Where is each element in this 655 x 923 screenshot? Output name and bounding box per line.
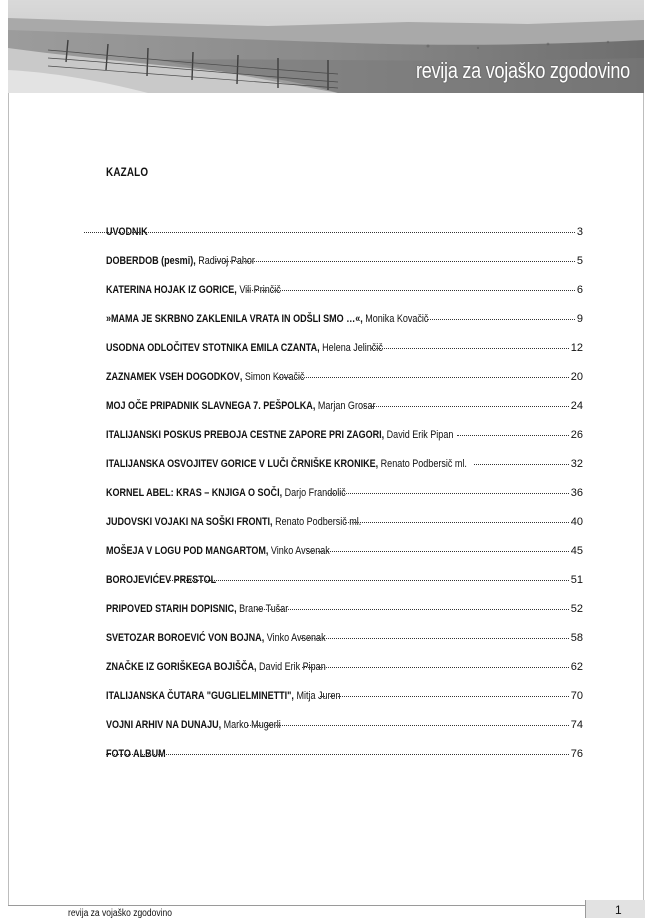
toc-entry-title: MOŠEJA V LOGU POD MANGARTOM xyxy=(106,545,266,557)
toc-entry-separator: , xyxy=(218,719,224,731)
table-of-contents xyxy=(106,226,583,777)
toc-entry-text xyxy=(106,342,383,354)
toc-entry-leader xyxy=(168,580,569,581)
toc-entry-leader xyxy=(247,290,575,291)
toc-entry-separator: , xyxy=(312,400,318,412)
toc-entry xyxy=(106,226,583,255)
toc-entry-author: Radivoj Pahor xyxy=(198,255,255,267)
toc-entry-author: David Erik Pipan xyxy=(386,429,454,441)
toc-entry-title: ZAZNAMEK VSEH DOGODKOV xyxy=(106,371,240,383)
toc-entry-page: 3 xyxy=(576,226,583,238)
toc-entry-separator: , xyxy=(193,255,199,267)
toc-entry-leader xyxy=(371,348,568,349)
toc-entry-separator: , xyxy=(291,690,297,702)
toc-entry-author: Brane Tušar xyxy=(239,603,289,615)
toc-entry-author: Simon Kovačič xyxy=(244,371,305,383)
toc-entry xyxy=(106,516,583,545)
toc-entry-title: BOROJEVIĆEV PRESTOL xyxy=(106,574,217,586)
toc-entry-separator: , xyxy=(381,429,387,441)
toc-entry-leader xyxy=(345,522,569,523)
toc-entry-title: ITALIJANSKA OSVOJITEV GORICE V LUČI ČRNIŠKE KRONIKE xyxy=(106,458,376,470)
toc-entry-author: Vili Prinčič xyxy=(239,284,281,296)
toc-entry-leader xyxy=(474,464,569,465)
toc-entry-page: 58 xyxy=(570,632,583,644)
toc-entry-author: Marko Mugerli xyxy=(223,719,281,731)
toc-entry-text xyxy=(106,313,428,325)
toc-entry-leader xyxy=(326,493,569,494)
toc-entry xyxy=(106,748,583,777)
toc-entry-page: 6 xyxy=(576,284,583,296)
toc-entry-separator: , xyxy=(234,603,240,615)
toc-entry-title: UVODNIK xyxy=(106,226,148,238)
toc-entry-title: KATERINA HOJAK IZ GORICE xyxy=(106,284,235,296)
toc-entry xyxy=(106,661,583,690)
toc-entry xyxy=(106,371,583,400)
toc-entry-separator: , xyxy=(279,487,285,499)
toc-entry-page: 20 xyxy=(570,371,583,383)
toc-entry-page: 32 xyxy=(570,458,583,470)
toc-entry-text xyxy=(106,400,375,412)
toc-entry-separator: , xyxy=(317,342,323,354)
toc-entry-page: 76 xyxy=(570,748,583,760)
toc-entry-author: David Erik Pipan xyxy=(259,661,326,673)
toc-entry-page: 52 xyxy=(570,603,583,615)
toc-entry-text xyxy=(106,690,341,702)
toc-entry xyxy=(106,313,583,342)
toc-entry-leader xyxy=(362,406,568,407)
banner-title: revija za vojaško zgodovino xyxy=(416,58,630,83)
toc-entry-separator: , xyxy=(234,284,240,296)
toc-entry-separator: , xyxy=(254,661,260,673)
toc-entry-separator: , xyxy=(261,632,267,644)
toc-entry-author: Monika Kovačič xyxy=(365,313,429,325)
toc-entry-separator: , xyxy=(360,313,366,325)
toc-entry-leader xyxy=(320,696,569,697)
toc-entry xyxy=(106,255,583,284)
toc-entry xyxy=(106,603,583,632)
toc-entry xyxy=(106,545,583,574)
toc-entry-title: PRIPOVED STARIH DOPISNIC xyxy=(106,603,235,615)
toc-entry-author: Mitja Juren xyxy=(296,690,341,702)
footer-rule xyxy=(8,905,644,906)
footer-label: revija za vojaško zgodovino xyxy=(68,908,172,919)
toc-entry-leader xyxy=(307,551,569,552)
toc-entry-page: 12 xyxy=(570,342,583,354)
toc-entry-title: SVETOZAR BOROEVIĆ VON BOJNA xyxy=(106,632,262,644)
toc-entry-title: VOJNI ARHIV NA DUNAJU xyxy=(106,719,219,731)
toc-entry-separator: , xyxy=(265,545,271,557)
toc-entry-author: Darjo Frandolič xyxy=(284,487,346,499)
toc-entry-page: 5 xyxy=(576,255,583,267)
toc-entry xyxy=(106,284,583,313)
toc-entry-author: Vinko Avsenak xyxy=(266,632,326,644)
toc-entry-leader xyxy=(301,638,568,639)
page-number: 1 xyxy=(615,903,622,917)
toc-entry-separator: , xyxy=(375,458,381,470)
toc-entry xyxy=(106,632,583,661)
toc-entry-page: 70 xyxy=(570,690,583,702)
toc-entry xyxy=(106,400,583,429)
toc-entry-page: 74 xyxy=(570,719,583,731)
toc-entry-title: MOJ OČE PRIPADNIK SLAVNEGA 7. PEŠPOLKA xyxy=(106,400,313,412)
toc-entry-author: Renato Podbersič ml. xyxy=(380,458,467,470)
toc-entry-leader xyxy=(276,377,569,378)
toc-entry-page: 62 xyxy=(570,661,583,673)
toc-entry-text xyxy=(106,516,361,528)
toc-entry-leader xyxy=(247,725,569,726)
toc-entry xyxy=(106,458,583,487)
toc-entry-text xyxy=(106,458,467,470)
toc-entry-text xyxy=(106,429,453,441)
toc-entry-separator: , xyxy=(270,516,276,528)
toc-entry-title: JUDOVSKI VOJAKI NA SOŠKI FRONTI xyxy=(106,516,271,528)
toc-entry xyxy=(106,342,583,371)
toc-entry-title: FOTO ALBUM xyxy=(106,748,166,760)
toc-entry xyxy=(106,429,583,458)
toc-entry-text xyxy=(106,371,305,383)
toc-entry-leader xyxy=(215,261,575,262)
toc-entry xyxy=(106,487,583,516)
toc-entry-title: ITALIJANSKA ČUTARA "GUGLIELMINETTI" xyxy=(106,690,292,702)
toc-entry-title: ZNAČKE IZ GORIŠKEGA BOJIŠČA xyxy=(106,661,255,673)
toc-entry-title: KORNEL ABEL: KRAS – KNJIGA O SOČI xyxy=(106,487,280,499)
toc-entry-leader xyxy=(84,232,574,233)
toc-entry-text xyxy=(106,632,326,644)
toc-entry-title: DOBERDOB (pesmi) xyxy=(106,255,194,267)
toc-entry-leader xyxy=(106,754,568,755)
toc-entry-page: 51 xyxy=(570,574,583,586)
toc-entry-page: 36 xyxy=(570,487,583,499)
toc-entry-page: 45 xyxy=(570,545,583,557)
toc-entry-title: USODNA ODLOČITEV STOTNIKA EMILA CZANTA xyxy=(106,342,318,354)
toc-entry-text xyxy=(106,661,326,673)
toc-entry-leader xyxy=(427,319,575,320)
toc-entry-text xyxy=(106,487,346,499)
toc-entry-leader xyxy=(256,609,569,610)
toc-entry-leader xyxy=(457,435,568,436)
toc-entry-author: Vinko Avsenak xyxy=(270,545,330,557)
toc-entry-author: Marjan Grosar xyxy=(317,400,376,412)
toc-entry xyxy=(106,574,583,603)
toc-entry-page: 40 xyxy=(570,516,583,528)
toc-entry-author: Renato Podbersič ml. xyxy=(275,516,362,528)
toc-entry-title: »MAMA JE SKRBNO ZAKLENILA VRATA IN ODŠLI SMO …« xyxy=(106,313,361,325)
toc-entry-page: 9 xyxy=(576,313,583,325)
toc-entry xyxy=(106,690,583,719)
toc-entry-page: 24 xyxy=(570,400,583,412)
toc-entry-leader xyxy=(302,667,569,668)
toc-heading: KAZALO xyxy=(106,167,149,179)
toc-entry-title: ITALIJANSKI POSKUS PREBOJA CESTNE ZAPORE PRI ZAGORI xyxy=(106,429,382,441)
toc-entry-separator: , xyxy=(239,371,245,383)
toc-entry-page: 26 xyxy=(570,429,583,441)
toc-entry xyxy=(106,719,583,748)
toc-entry-text xyxy=(106,545,330,557)
toc-entry-author: Helena Jelinčič xyxy=(322,342,383,354)
header-banner xyxy=(8,0,644,93)
